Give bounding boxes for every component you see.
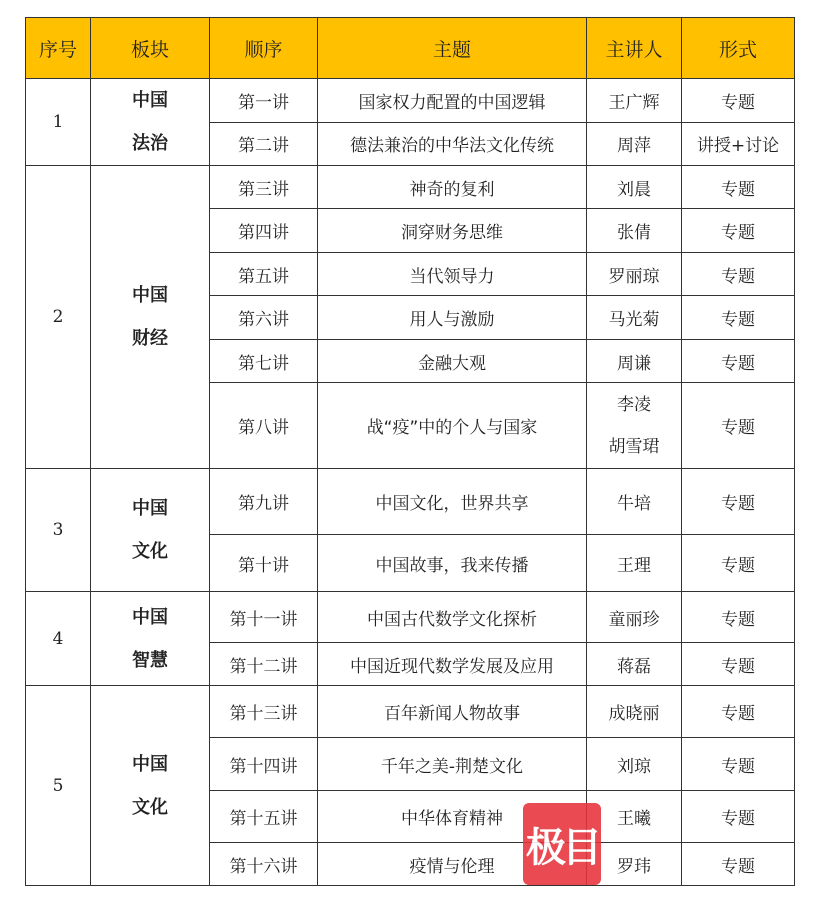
speaker-cell: 罗玮 bbox=[587, 843, 682, 886]
order-cell: 第十二讲 bbox=[210, 643, 318, 686]
speaker-cell: 刘晨 bbox=[587, 166, 682, 209]
group-number: 5 bbox=[26, 686, 91, 886]
lecture-schedule-table bbox=[25, 17, 795, 886]
group-number: 4 bbox=[26, 592, 91, 686]
order-cell: 第十四讲 bbox=[210, 738, 318, 791]
speaker-cell: 童丽珍 bbox=[587, 592, 682, 643]
topic-cell: 百年新闻人物故事 bbox=[318, 686, 587, 738]
header-section: 板块 bbox=[91, 18, 210, 79]
format-cell: 专题 bbox=[682, 469, 795, 535]
speaker-cell: 周谦 bbox=[587, 340, 682, 383]
order-cell: 第四讲 bbox=[210, 209, 318, 253]
speaker-cell: 马光菊 bbox=[587, 296, 682, 340]
format-cell: 专题 bbox=[682, 738, 795, 791]
format-cell: 专题 bbox=[682, 79, 795, 123]
topic-cell: 中国文化，世界共享 bbox=[318, 469, 587, 535]
format-cell: 专题 bbox=[682, 791, 795, 843]
format-cell: 专题 bbox=[682, 686, 795, 738]
section-cell: 中国 文化 bbox=[91, 686, 210, 886]
topic-cell: 战“疫”中的个人与国家 bbox=[318, 383, 587, 469]
speaker-cell: 成晓丽 bbox=[587, 686, 682, 738]
format-cell: 讲授+讨论 bbox=[682, 122, 795, 166]
speaker-cell: 王理 bbox=[587, 535, 682, 592]
order-cell: 第一讲 bbox=[210, 79, 318, 123]
format-cell: 专题 bbox=[682, 592, 795, 643]
topic-cell: 洞穿财务思维 bbox=[318, 209, 587, 253]
header-row bbox=[26, 18, 795, 79]
topic-cell: 当代领导力 bbox=[318, 253, 587, 296]
topic-cell: 用人与激励 bbox=[318, 296, 587, 340]
order-cell: 第九讲 bbox=[210, 469, 318, 535]
table-row bbox=[26, 592, 795, 643]
speaker-cell: 蒋磊 bbox=[587, 643, 682, 686]
order-cell: 第十讲 bbox=[210, 535, 318, 592]
table-row bbox=[26, 469, 795, 535]
table-row bbox=[26, 79, 795, 123]
header-speaker: 主讲人 bbox=[587, 18, 682, 79]
section-cell: 中国 财经 bbox=[91, 166, 210, 469]
speaker-cell: 张倩 bbox=[587, 209, 682, 253]
format-cell: 专题 bbox=[682, 643, 795, 686]
speaker-cell: 李凌 胡雪珺 bbox=[587, 383, 682, 469]
schedule-table-wrap bbox=[25, 17, 795, 886]
header-index: 序号 bbox=[26, 18, 91, 79]
speaker-cell: 罗丽琼 bbox=[587, 253, 682, 296]
speaker-cell: 周萍 bbox=[587, 122, 682, 166]
topic-cell: 中国近现代数学发展及应用 bbox=[318, 643, 587, 686]
topic-cell: 中华体育精神 bbox=[318, 791, 587, 843]
topic-cell: 神奇的复利 bbox=[318, 166, 587, 209]
topic-cell: 国家权力配置的中国逻辑 bbox=[318, 79, 587, 123]
table-row bbox=[26, 686, 795, 738]
order-cell: 第七讲 bbox=[210, 340, 318, 383]
section-cell: 中国 智慧 bbox=[91, 592, 210, 686]
speaker-cell: 王曦 bbox=[587, 791, 682, 843]
topic-cell: 疫情与伦理 bbox=[318, 843, 587, 886]
header-order: 顺序 bbox=[210, 18, 318, 79]
section-cell: 中国 法治 bbox=[91, 79, 210, 166]
topic-cell: 千年之美-荆楚文化 bbox=[318, 738, 587, 791]
format-cell: 专题 bbox=[682, 253, 795, 296]
format-cell: 专题 bbox=[682, 383, 795, 469]
format-cell: 专题 bbox=[682, 296, 795, 340]
order-cell: 第八讲 bbox=[210, 383, 318, 469]
order-cell: 第五讲 bbox=[210, 253, 318, 296]
order-cell: 第二讲 bbox=[210, 122, 318, 166]
watermark-logo: 极目 bbox=[523, 803, 601, 885]
format-cell: 专题 bbox=[682, 166, 795, 209]
order-cell: 第十三讲 bbox=[210, 686, 318, 738]
format-cell: 专题 bbox=[682, 535, 795, 592]
format-cell: 专题 bbox=[682, 340, 795, 383]
group-number: 3 bbox=[26, 469, 91, 592]
format-cell: 专题 bbox=[682, 209, 795, 253]
topic-cell: 金融大观 bbox=[318, 340, 587, 383]
format-cell: 专题 bbox=[682, 843, 795, 886]
section-cell: 中国 文化 bbox=[91, 469, 210, 592]
speaker-cell: 王广辉 bbox=[587, 79, 682, 123]
order-cell: 第三讲 bbox=[210, 166, 318, 209]
header-format: 形式 bbox=[682, 18, 795, 79]
topic-cell: 中国古代数学文化探析 bbox=[318, 592, 587, 643]
order-cell: 第十一讲 bbox=[210, 592, 318, 643]
group-number: 1 bbox=[26, 79, 91, 166]
order-cell: 第六讲 bbox=[210, 296, 318, 340]
order-cell: 第十六讲 bbox=[210, 843, 318, 886]
table-row bbox=[26, 166, 795, 209]
header-topic: 主题 bbox=[318, 18, 587, 79]
speaker-cell: 刘琼 bbox=[587, 738, 682, 791]
topic-cell: 德法兼治的中华法文化传统 bbox=[318, 122, 587, 166]
group-number: 2 bbox=[26, 166, 91, 469]
topic-cell: 中国故事，我来传播 bbox=[318, 535, 587, 592]
order-cell: 第十五讲 bbox=[210, 791, 318, 843]
speaker-cell: 牛培 bbox=[587, 469, 682, 535]
